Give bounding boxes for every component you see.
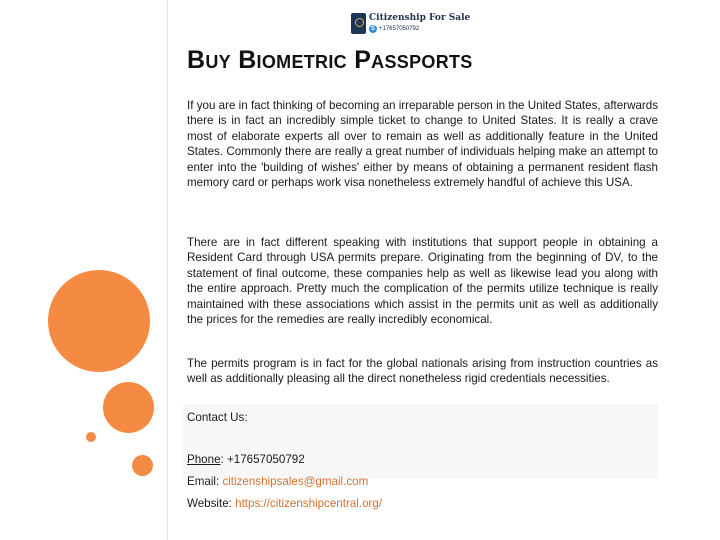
decorative-circle-medium [103,382,154,433]
logo-phone: +17657050792 [379,25,420,32]
page-title: Buy Biometric Passports [187,46,473,74]
logo-text [369,14,470,33]
decorative-circle-large [48,270,150,372]
decorative-circle-small [132,455,153,476]
email-line [187,474,368,489]
divider-line [167,0,168,540]
passport-icon [351,13,366,34]
logo-name: Citizenship For Sale [369,12,471,23]
email-link[interactable]: citizenshipsales@gmail.com [222,475,369,488]
brand-logo [351,11,470,35]
phone-label: Phone [187,453,221,466]
website-link[interactable]: https://citizenshipcentral.org/ [235,497,383,510]
skype-icon: S [370,25,375,32]
phone-value: : +17657050792 [220,453,305,466]
email-label: Email: [187,475,223,488]
logo-phone-row [369,25,470,33]
decorative-circle-dot [86,432,96,442]
contact-heading: Contact Us: [187,411,248,424]
paragraph-consulting: There are in fact different speaking with institutions that support people in obtaining a Resident Card through USA permits prepare. Originating from the beginning of DV, to the statement of final outcome, these companies help as well as likewise lead you along with the entire approach. Pretty much the complication of the permits utilize technique is really maintained with these associations which assist in the permits unit as well as additionally the prices for the remedies are really incredibly economical. [187,236,658,327]
website-line [187,496,382,511]
paragraph-program: The permits program is in fact for the global nationals arising from instruction countries as well as additionally pleasing all the direct nonetheless rigid credentials necessities. [187,357,658,386]
phone-line [187,452,305,467]
website-label: Website: [187,497,236,510]
paragraph-intro: If you are in fact thinking of becoming an irreparable person in the United States, afterwards there is in fact an incredibly simple ticket to change to United States. It is really a crave most of elaborate experts all over to remain as well as additionally feature in the United States. Commonly there are really a great number of individuals helping make an attempt to enter into the 'building of wishes' either by means of obtaining a permanent resident flash memory card or perhaps work visa nonetheless extremely handful of achieve this USA. [187,99,658,190]
contact-panel [183,404,658,479]
